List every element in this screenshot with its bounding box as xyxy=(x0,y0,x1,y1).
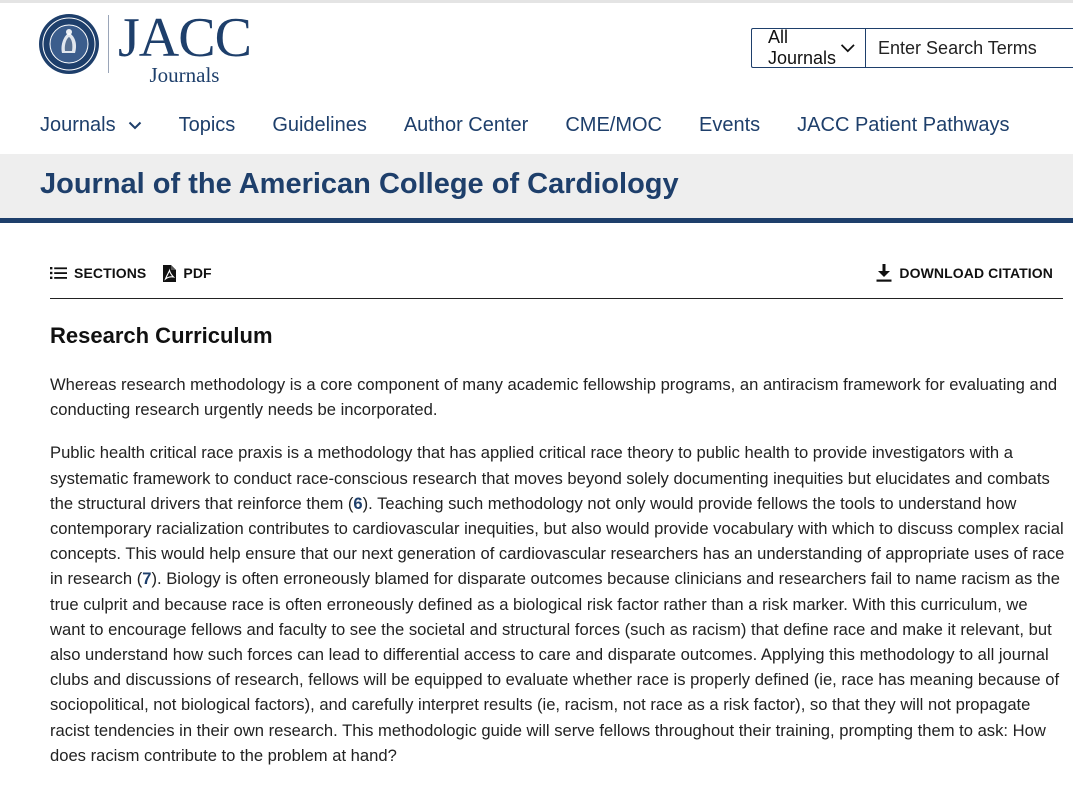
sections-label: SECTIONS xyxy=(74,265,147,281)
journal-scope-value: All Journals xyxy=(768,27,837,68)
search-bar xyxy=(751,28,1073,68)
acc-seal-icon xyxy=(38,13,100,75)
nav-item-label: Journals xyxy=(40,113,116,136)
toolbar-divider xyxy=(50,298,1063,299)
nav-item-label: JACC Patient Pathways xyxy=(797,113,1010,136)
nav-item-topics[interactable] xyxy=(179,114,236,137)
logo-jacc-text: JACC xyxy=(118,7,251,69)
nav-item-author-center[interactable] xyxy=(404,114,529,137)
article-toolbar xyxy=(50,260,1063,286)
nav-item-events[interactable] xyxy=(699,114,760,137)
journal-scope-select[interactable] xyxy=(751,28,865,68)
nav-item-label: Events xyxy=(699,113,761,136)
site-header xyxy=(0,3,1073,93)
nav-item-cme-moc[interactable] xyxy=(565,114,662,137)
nav-item-label: Topics xyxy=(178,113,236,136)
paragraph-2-text-1: Public health critical race praxis is a methodology that has applied critical race theory to public health to provide investigators with a systematic framework to conduct race-conscious research that moves beyond solely documenting inequities but elucidates and combats the structural drivers that reinforce them ( xyxy=(50,443,1050,513)
pdf-file-icon xyxy=(162,265,176,282)
download-citation-button[interactable] xyxy=(876,264,1053,282)
banner-underline xyxy=(0,218,1073,223)
journal-title[interactable]: Journal of the American College of Cardiology xyxy=(40,168,679,200)
reference-link-6[interactable]: 6 xyxy=(353,493,363,513)
list-icon xyxy=(50,266,67,280)
download-icon xyxy=(876,264,892,282)
logo-wordmark xyxy=(118,7,251,87)
paragraph-2 xyxy=(50,440,1065,768)
pdf-label: PDF xyxy=(183,265,212,281)
article-body xyxy=(50,322,1065,786)
nav-item-journals[interactable] xyxy=(40,114,142,137)
toolbar-left-group xyxy=(50,265,228,282)
jacc-journals-logo[interactable] xyxy=(38,7,258,89)
search-input[interactable] xyxy=(865,28,1073,68)
logo-journals-text: Journals xyxy=(149,63,220,87)
paragraph-1: Whereas research methodology is a core component of many academic fellowship programs, an antiracism framework for evaluating and conducting research urgently needs be incorporated. xyxy=(50,375,1058,420)
logo-divider xyxy=(108,15,109,73)
chevron-down-icon xyxy=(128,121,142,130)
nav-item-label: Guidelines xyxy=(272,113,367,136)
nav-item-label: CME/MOC xyxy=(565,113,663,136)
paragraph-2-text-3: ). Biology is often erroneously blamed for disparate outcomes because clinicians and researchers fail to name racism as the true culprit and because race is often erroneously defined as a biological risk factor rather than a risk marker. With this curriculum, we want to encourage fellows and faculty to see the societal and structural forces (such as racism) that define race and make it relevant, but also understand how such forces can lead to differential access to care and disparate outcomes. Applying this methodology to all journal clubs and discussions of research, fellows will be equipped to evaluate whether race is properly defined (ie, race has meaning because of sociopolitical, not biological factors), and carefully interpret results (ie, racism, not race as a risk factor), so that they will not propagate racist tendencies in their own research. This methodologic guide will serve fellows throughout their training, prompting them to ask: How does racism contribute to the problem at hand? xyxy=(50,569,1060,765)
sections-button[interactable] xyxy=(50,265,146,281)
download-citation-label: DOWNLOAD CITATION xyxy=(899,265,1053,281)
main-nav xyxy=(40,108,1047,142)
reference-link-7[interactable]: 7 xyxy=(142,569,152,589)
paragraph-2-text-2: ). Teaching such methodology not only would provide fellows the tools to understand how contemporary racialization contributes to cardiovascular inequities, but also would provide vocabulary with which to discuss complex racial concepts. This would help ensure that our next generation of cardiovascular researchers has an understanding of appropriate uses of race in research ( xyxy=(50,493,1065,589)
journal-banner xyxy=(0,154,1073,218)
pdf-button[interactable] xyxy=(162,265,211,282)
chevron-down-icon xyxy=(840,42,856,54)
nav-item-guidelines[interactable] xyxy=(272,114,367,137)
nav-item-patient-pathways[interactable] xyxy=(797,114,1009,137)
section-heading: Research Curriculum xyxy=(50,323,273,348)
nav-item-label: Author Center xyxy=(403,113,529,136)
